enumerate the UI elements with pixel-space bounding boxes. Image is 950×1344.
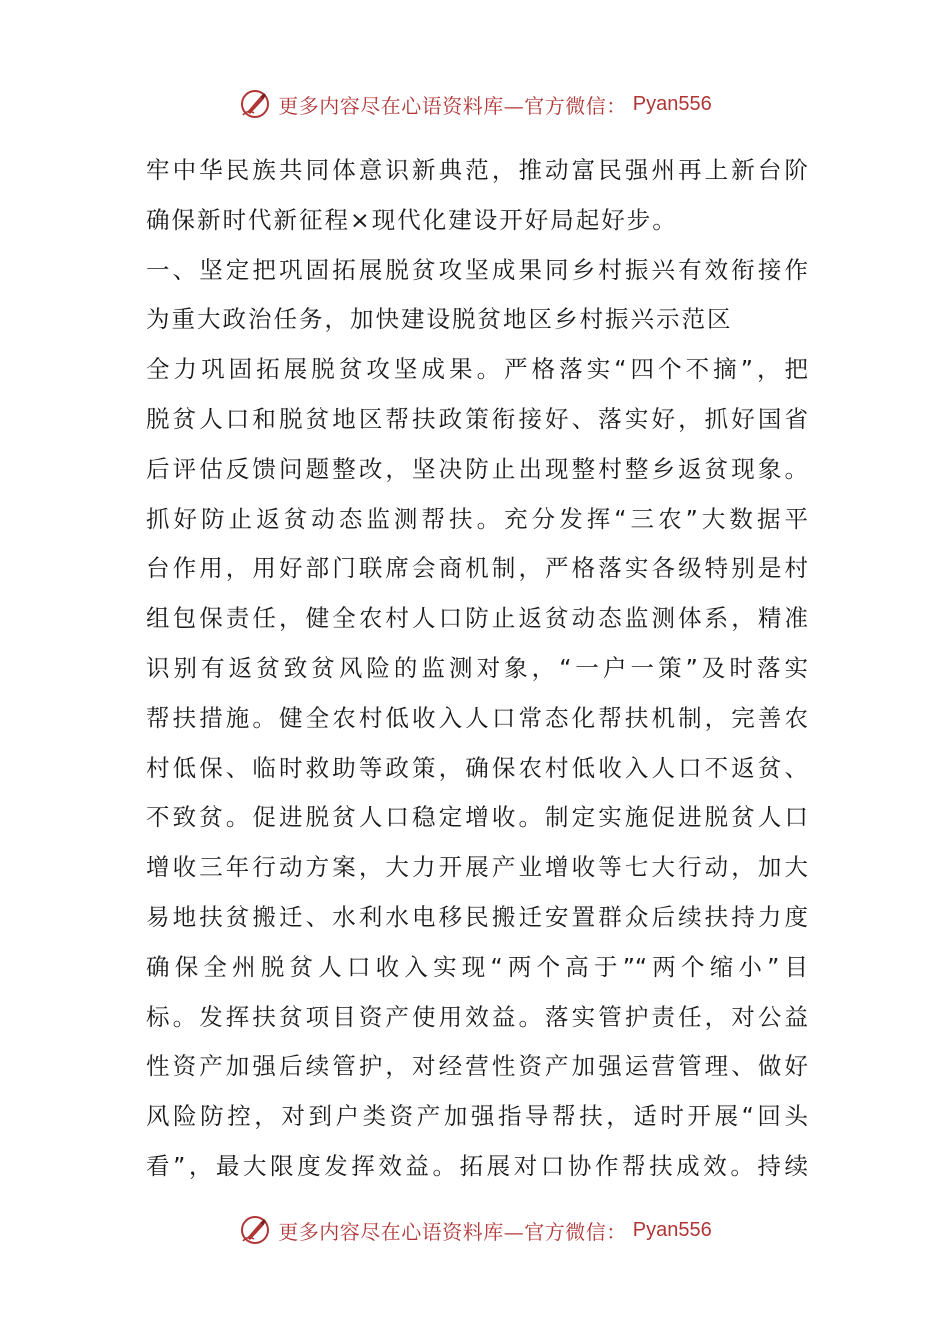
text-line: 帮扶措施。健全农村低收入人口常态化帮扶机制，完善农 [146, 703, 808, 732]
header-banner [0, 82, 950, 126]
section-heading-line: 一、坚定把巩固拓展脱贫攻坚成果同乡村振兴有效衔接作 [146, 255, 808, 284]
text-line: 村低保、临时救助等政策，确保农村低收入人口不返贫、 [146, 753, 808, 782]
text-line: 牢中华民族共同体意识新典范，推动富民强州再上新台阶 [146, 156, 808, 184]
text-line: 标。发挥扶贫项目资产使用效益。落实管护责任，对公益 [146, 1002, 808, 1031]
text-line: 脱贫人口和脱贫地区帮扶政策衔接好、落实好，抓好国省 [146, 404, 808, 433]
text-line: 全力巩固拓展脱贫攻坚成果。严格落实“四个不摘”，把 [146, 355, 808, 384]
text-line: 识别有返贫致贫风险的监测对象，“一户一策”及时落实 [146, 653, 808, 682]
text-line: 确保新时代新征程×现代化建设开好局起好步。 [146, 205, 678, 234]
text-line: 后评估反馈问题整改，坚决防止出现整村整乡返贫现象。 [146, 454, 808, 483]
banner-text: 更多内容尽在心语资料库—官方微信： [278, 93, 627, 118]
pen-seal-icon [238, 1213, 272, 1247]
pen-seal-icon [238, 87, 272, 121]
text-line: 风险防控，对到户类资产加强指导帮扶，适时开展“回头 [146, 1102, 808, 1131]
text-line: 台作用，用好部门联席会商机制，严格落实各级特别是村 [146, 554, 808, 583]
section-heading-line: 为重大政治任务，加快建设脱贫地区乡村振兴示范区 [146, 305, 733, 334]
text-line: 增收三年行动方案，大力开展产业增收等七大行动，加大 [146, 853, 808, 882]
banner-text: 更多内容尽在心语资料库—官方微信： [278, 1219, 627, 1244]
text-line: 易地扶贫搬迁、水利水电移民搬迁安置群众后续扶持力度 [146, 902, 808, 931]
text-line: 抓好防止返贫动态监测帮扶。充分发挥“三农”大数据平 [146, 504, 808, 533]
banner-wechat-id: Pyan556 [632, 92, 712, 115]
text-line: 性资产加强后续管护，对经营性资产加强运营管理、做好 [146, 1052, 808, 1081]
text-line: 组包保责任，健全农村人口防止返贫动态监测体系，精准 [146, 604, 808, 633]
text-line: 看”，最大限度发挥效益。拓展对口协作帮扶成效。持续 [146, 1151, 808, 1180]
text-line: 确保全州脱贫人口收入实现“两个高于”“两个缩小”目 [146, 952, 808, 981]
body-text [146, 146, 808, 1192]
footer-banner [0, 1208, 950, 1252]
text-line: 不致贫。促进脱贫人口稳定增收。制定实施促进脱贫人口 [146, 803, 808, 832]
banner-wechat-id: Pyan556 [632, 1218, 712, 1241]
